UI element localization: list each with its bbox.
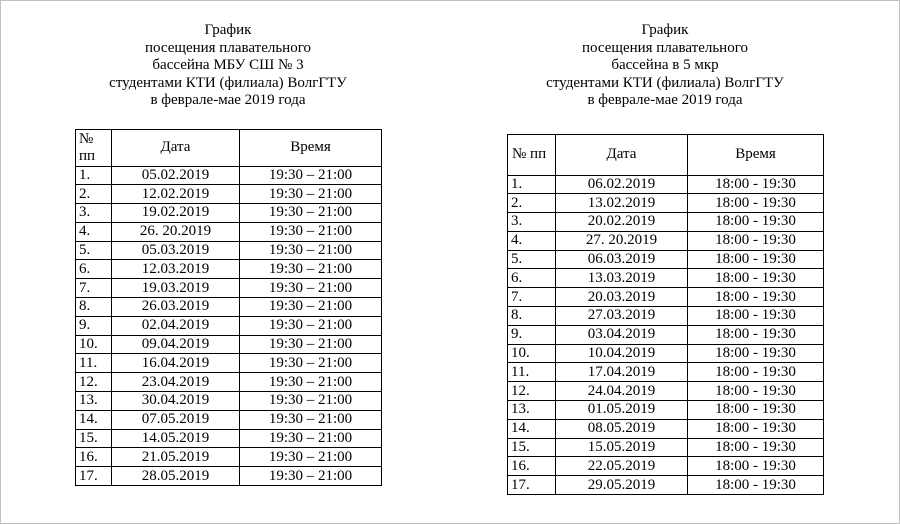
table-row xyxy=(76,335,382,354)
column-header-number-line1: № xyxy=(79,130,94,147)
cell-time: 18:00 - 19:30 xyxy=(688,288,824,307)
cell-date: 01.05.2019 xyxy=(556,401,688,420)
column-header-time: Время xyxy=(240,129,382,166)
title-line: График xyxy=(204,22,252,38)
cell-number: 14. xyxy=(76,410,112,429)
cell-number: 9. xyxy=(76,316,112,335)
cell-date: 19.02.2019 xyxy=(112,204,240,223)
cell-number: 14. xyxy=(508,419,556,438)
cell-time: 19:30 – 21:00 xyxy=(240,166,382,185)
cell-time: 19:30 – 21:00 xyxy=(240,448,382,467)
cell-number: 6. xyxy=(76,260,112,279)
cell-date: 26. 20.2019 xyxy=(112,222,240,241)
table-row xyxy=(508,476,824,495)
table-row xyxy=(508,457,824,476)
cell-number: 2. xyxy=(76,185,112,204)
cell-date: 05.03.2019 xyxy=(112,241,240,260)
table-row xyxy=(508,325,824,344)
cell-date: 02.04.2019 xyxy=(112,316,240,335)
cell-time: 18:00 - 19:30 xyxy=(688,325,824,344)
cell-time: 18:00 - 19:30 xyxy=(688,476,824,495)
cell-date: 26.03.2019 xyxy=(112,298,240,317)
cell-date: 27.03.2019 xyxy=(556,307,688,326)
table-row xyxy=(508,363,824,382)
title-line: посещения плавательного xyxy=(145,39,311,56)
cell-number: 16. xyxy=(508,457,556,476)
cell-time: 18:00 - 19:30 xyxy=(688,457,824,476)
cell-number: 6. xyxy=(508,269,556,288)
table-row xyxy=(508,194,824,213)
cell-number: 17. xyxy=(76,467,112,486)
schedule-table-right xyxy=(507,134,824,496)
cell-date: 23.04.2019 xyxy=(112,373,240,392)
table-row xyxy=(508,307,824,326)
cell-number: 3. xyxy=(508,213,556,232)
cell-number: 7. xyxy=(508,288,556,307)
table-row xyxy=(508,288,824,307)
cell-date: 22.05.2019 xyxy=(556,457,688,476)
cell-date: 27. 20.2019 xyxy=(556,231,688,250)
table-row xyxy=(76,373,382,392)
table-row xyxy=(76,241,382,260)
table-row xyxy=(508,382,824,401)
cell-date: 06.02.2019 xyxy=(556,175,688,194)
cell-date: 08.05.2019 xyxy=(556,419,688,438)
cell-number: 2. xyxy=(508,194,556,213)
cell-number: 4. xyxy=(508,231,556,250)
cell-time: 19:30 – 21:00 xyxy=(240,260,382,279)
cell-time: 19:30 – 21:00 xyxy=(240,354,382,373)
cell-time: 19:30 – 21:00 xyxy=(240,241,382,260)
cell-number: 8. xyxy=(508,307,556,326)
cell-date: 13.02.2019 xyxy=(556,194,688,213)
table-row xyxy=(76,467,382,486)
cell-time: 18:00 - 19:30 xyxy=(688,231,824,250)
cell-number: 5. xyxy=(508,250,556,269)
table-row xyxy=(76,316,382,335)
table-row xyxy=(508,438,824,457)
table-header-row xyxy=(508,134,824,175)
cell-time: 18:00 - 19:30 xyxy=(688,213,824,232)
table-row xyxy=(76,429,382,448)
table-row xyxy=(76,354,382,373)
cell-number: 8. xyxy=(76,298,112,317)
cell-date: 21.05.2019 xyxy=(112,448,240,467)
table-header-row xyxy=(76,129,382,166)
cell-date: 20.03.2019 xyxy=(556,288,688,307)
cell-date: 16.04.2019 xyxy=(112,354,240,373)
cell-number: 10. xyxy=(508,344,556,363)
table-row xyxy=(508,231,824,250)
column-header-time: Время xyxy=(688,134,824,175)
schedule-block-right xyxy=(507,22,823,495)
cell-time: 18:00 - 19:30 xyxy=(688,382,824,401)
cell-date: 29.05.2019 xyxy=(556,476,688,495)
title-line: посещения плавательного xyxy=(582,39,748,56)
schedule-title-left xyxy=(75,22,381,110)
cell-time: 19:30 – 21:00 xyxy=(240,316,382,335)
cell-date: 13.03.2019 xyxy=(556,269,688,288)
title-line: График xyxy=(641,22,689,38)
cell-time: 18:00 - 19:30 xyxy=(688,269,824,288)
cell-number: 15. xyxy=(76,429,112,448)
table-row xyxy=(76,185,382,204)
cell-number: 1. xyxy=(508,175,556,194)
table-row xyxy=(508,401,824,420)
cell-time: 19:30 – 21:00 xyxy=(240,392,382,411)
cell-time: 19:30 – 21:00 xyxy=(240,467,382,486)
cell-number: 16. xyxy=(76,448,112,467)
title-line: в феврале-мае 2019 года xyxy=(587,92,743,108)
table-row xyxy=(76,166,382,185)
cell-date: 07.05.2019 xyxy=(112,410,240,429)
table-row xyxy=(76,222,382,241)
cell-time: 19:30 – 21:00 xyxy=(240,222,382,241)
column-header-number xyxy=(76,129,112,166)
cell-time: 19:30 – 21:00 xyxy=(240,373,382,392)
cell-time: 18:00 - 19:30 xyxy=(688,438,824,457)
cell-time: 18:00 - 19:30 xyxy=(688,419,824,438)
cell-date: 12.02.2019 xyxy=(112,185,240,204)
schedule-title-right xyxy=(507,22,823,110)
cell-date: 12.03.2019 xyxy=(112,260,240,279)
table-row xyxy=(76,298,382,317)
schedule-table-left xyxy=(75,129,382,487)
table-row xyxy=(508,344,824,363)
cell-time: 19:30 – 21:00 xyxy=(240,410,382,429)
schedule-block-left xyxy=(75,22,381,486)
cell-date: 06.03.2019 xyxy=(556,250,688,269)
cell-number: 11. xyxy=(76,354,112,373)
cell-number: 12. xyxy=(508,382,556,401)
cell-number: 13. xyxy=(508,401,556,420)
cell-number: 11. xyxy=(508,363,556,382)
cell-number: 5. xyxy=(76,241,112,260)
table-row xyxy=(508,269,824,288)
title-line: в феврале-мае 2019 года xyxy=(150,92,306,108)
cell-date: 09.04.2019 xyxy=(112,335,240,354)
cell-time: 18:00 - 19:30 xyxy=(688,307,824,326)
table-row xyxy=(76,448,382,467)
table-row xyxy=(508,250,824,269)
table-row xyxy=(76,204,382,223)
table-row xyxy=(76,410,382,429)
cell-date: 19.03.2019 xyxy=(112,279,240,298)
cell-date: 14.05.2019 xyxy=(112,429,240,448)
title-line: бассейна в 5 мкр xyxy=(611,57,719,73)
cell-time: 18:00 - 19:30 xyxy=(688,250,824,269)
table-row xyxy=(508,213,824,232)
cell-number: 1. xyxy=(76,166,112,185)
column-header-number: № пп xyxy=(508,134,556,175)
cell-time: 19:30 – 21:00 xyxy=(240,429,382,448)
title-line: бассейна МБУ СШ № 3 xyxy=(152,57,304,73)
cell-time: 19:30 – 21:00 xyxy=(240,279,382,298)
cell-date: 30.04.2019 xyxy=(112,392,240,411)
title-line: студентами КТИ (филиала) ВолгГТУ xyxy=(109,74,347,91)
table-row xyxy=(76,279,382,298)
cell-time: 19:30 – 21:00 xyxy=(240,185,382,204)
cell-number: 4. xyxy=(76,222,112,241)
table-row xyxy=(508,175,824,194)
title-line: студентами КТИ (филиала) ВолгГТУ xyxy=(546,74,784,91)
cell-date: 05.02.2019 xyxy=(112,166,240,185)
cell-number: 13. xyxy=(76,392,112,411)
cell-number: 17. xyxy=(508,476,556,495)
cell-time: 19:30 – 21:00 xyxy=(240,335,382,354)
table-row xyxy=(508,419,824,438)
cell-time: 18:00 - 19:30 xyxy=(688,363,824,382)
table-row xyxy=(76,392,382,411)
cell-time: 18:00 - 19:30 xyxy=(688,194,824,213)
column-header-date: Дата xyxy=(112,129,240,166)
cell-time: 18:00 - 19:30 xyxy=(688,344,824,363)
cell-number: 12. xyxy=(76,373,112,392)
cell-date: 24.04.2019 xyxy=(556,382,688,401)
cell-date: 15.05.2019 xyxy=(556,438,688,457)
column-header-date: Дата xyxy=(556,134,688,175)
cell-number: 15. xyxy=(508,438,556,457)
cell-time: 19:30 – 21:00 xyxy=(240,298,382,317)
table-row xyxy=(76,260,382,279)
cell-date: 28.05.2019 xyxy=(112,467,240,486)
cell-date: 03.04.2019 xyxy=(556,325,688,344)
cell-time: 18:00 - 19:30 xyxy=(688,175,824,194)
cell-number: 10. xyxy=(76,335,112,354)
cell-number: 9. xyxy=(508,325,556,344)
cell-number: 3. xyxy=(76,204,112,223)
column-header-number-line2: пп xyxy=(79,147,96,164)
cell-date: 20.02.2019 xyxy=(556,213,688,232)
cell-time: 18:00 - 19:30 xyxy=(688,401,824,420)
cell-time: 19:30 – 21:00 xyxy=(240,204,382,223)
cell-number: 7. xyxy=(76,279,112,298)
cell-date: 17.04.2019 xyxy=(556,363,688,382)
cell-date: 10.04.2019 xyxy=(556,344,688,363)
